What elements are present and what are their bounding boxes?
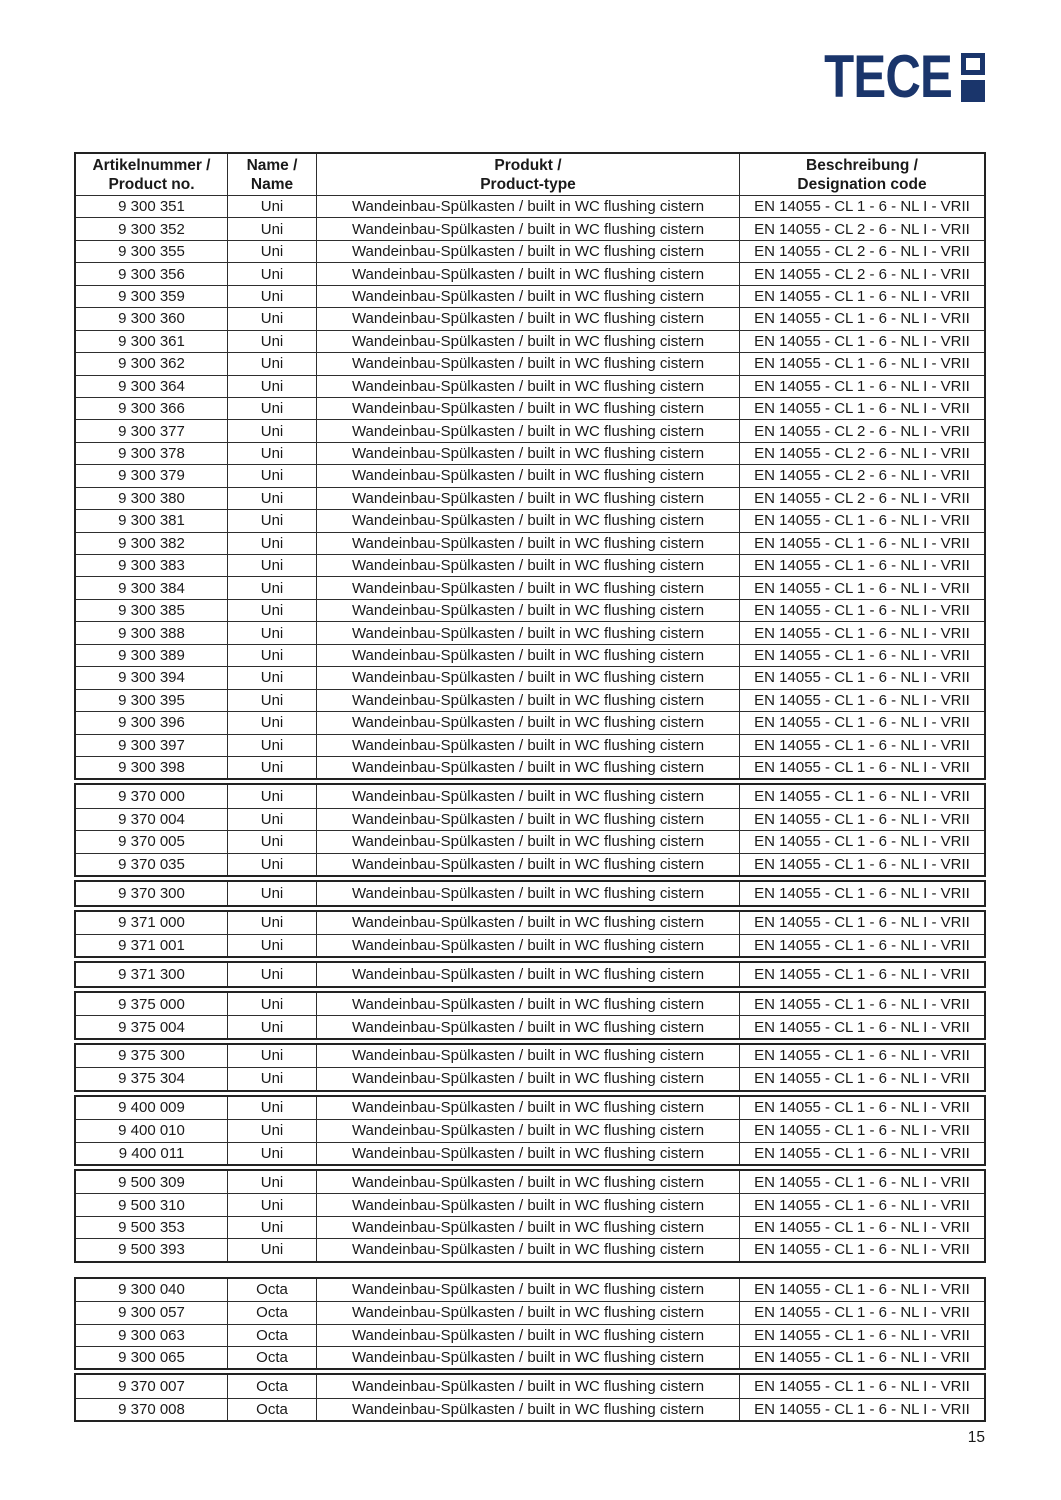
cell-designation-code: EN 14055 - CL 1 - 6 - NL I - VRII (739, 1068, 984, 1089)
table-row (76, 554, 984, 576)
table-row (76, 532, 984, 554)
table-row (76, 711, 984, 733)
header-line: Beschreibung / (806, 156, 918, 174)
table-row (76, 666, 984, 688)
cell-product-type: Wandeinbau-Spülkasten / built in WC flushing cistern (316, 1325, 739, 1346)
cell-designation-code: EN 14055 - CL 1 - 6 - NL I - VRII (739, 963, 984, 985)
cell-name: Uni (227, 757, 316, 778)
cell-designation-code: EN 14055 - CL 1 - 6 - NL I - VRII (739, 735, 984, 756)
header-line: Product no. (108, 175, 195, 193)
header-name (227, 154, 316, 195)
table-row (76, 599, 984, 621)
cell-product-type: Wandeinbau-Spülkasten / built in WC flushing cistern (316, 577, 739, 598)
cell-product-type: Wandeinbau-Spülkasten / built in WC flushing cistern (316, 1375, 739, 1397)
cell-designation-code: EN 14055 - CL 1 - 6 - NL I - VRII (739, 831, 984, 852)
table-row (76, 240, 984, 262)
table-row (76, 882, 984, 904)
table-row (76, 285, 984, 307)
table-row (76, 1398, 984, 1420)
cell-product-type: Wandeinbau-Spülkasten / built in WC flushing cistern (316, 443, 739, 464)
header-line: Name / (246, 156, 298, 174)
table-row (76, 419, 984, 441)
cell-product-no: 9 400 009 (118, 1099, 185, 1117)
logo-filled-square-icon (961, 80, 985, 102)
table-row (76, 1097, 984, 1119)
cell-product-no: 9 300 377 (118, 422, 185, 440)
table-sections (74, 783, 986, 1422)
table-row (76, 262, 984, 284)
cell-name: Uni (227, 196, 316, 217)
cell-product-no: 9 300 359 (118, 287, 185, 305)
cell-product-type: Wandeinbau-Spülkasten / built in WC flushing cistern (316, 218, 739, 239)
cell-designation-code: EN 14055 - CL 1 - 6 - NL I - VRII (739, 196, 984, 217)
cell-product-type: Wandeinbau-Spülkasten / built in WC flushing cistern (316, 735, 739, 756)
header-designation-code (739, 154, 984, 195)
table-section (74, 1043, 986, 1092)
table-row (76, 397, 984, 419)
cell-product-no: 9 300 385 (118, 602, 185, 620)
cell-product-type: Wandeinbau-Spülkasten / built in WC flushing cistern (316, 1143, 739, 1164)
cell-product-no: 9 300 397 (118, 736, 185, 754)
header-product-no (76, 154, 227, 195)
cell-designation-code: EN 14055 - CL 1 - 6 - NL I - VRII (739, 376, 984, 397)
cell-product-no: 9 300 394 (118, 669, 185, 687)
table-section (74, 961, 986, 987)
cell-product-type: Wandeinbau-Spülkasten / built in WC flushing cistern (316, 353, 739, 374)
cell-product-type: Wandeinbau-Spülkasten / built in WC flushing cistern (316, 331, 739, 352)
cell-product-no: 9 300 065 (118, 1349, 185, 1367)
cell-product-no: 9 370 000 (118, 788, 185, 806)
cell-designation-code: EN 14055 - CL 1 - 6 - NL I - VRII (739, 1239, 984, 1260)
table-row (76, 576, 984, 598)
cell-designation-code: EN 14055 - CL 1 - 6 - NL I - VRII (739, 1375, 984, 1397)
cell-product-no: 9 300 396 (118, 714, 185, 732)
cell-name: Uni (227, 1143, 316, 1164)
cell-name: Uni (227, 645, 316, 666)
table-section (74, 1095, 986, 1166)
cell-name: Octa (227, 1302, 316, 1323)
cell-designation-code: EN 14055 - CL 1 - 6 - NL I - VRII (739, 286, 984, 307)
cell-product-no: 9 370 007 (118, 1378, 185, 1396)
table-row (76, 963, 984, 985)
table-row (76, 1301, 984, 1323)
table-row (76, 375, 984, 397)
cell-designation-code: EN 14055 - CL 1 - 6 - NL I - VRII (739, 757, 984, 778)
table-row (76, 1015, 984, 1037)
cell-designation-code: EN 14055 - CL 1 - 6 - NL I - VRII (739, 353, 984, 374)
cell-product-type: Wandeinbau-Spülkasten / built in WC flushing cistern (316, 1097, 739, 1119)
cell-designation-code: EN 14055 - CL 1 - 6 - NL I - VRII (739, 712, 984, 733)
table-row (76, 330, 984, 352)
page-number: 15 (967, 1429, 985, 1446)
table-header-row (76, 154, 984, 195)
table-row (76, 785, 984, 807)
cell-designation-code: EN 14055 - CL 1 - 6 - NL I - VRII (739, 1120, 984, 1141)
cell-name: Octa (227, 1399, 316, 1420)
cell-product-type: Wandeinbau-Spülkasten / built in WC flushing cistern (316, 1239, 739, 1260)
cell-name: Uni (227, 1239, 316, 1260)
cell-product-no: 9 300 379 (118, 467, 185, 485)
cell-designation-code: EN 14055 - CL 2 - 6 - NL I - VRII (739, 241, 984, 262)
cell-product-no: 9 375 300 (118, 1047, 185, 1065)
cell-designation-code: EN 14055 - CL 1 - 6 - NL I - VRII (739, 600, 984, 621)
cell-name: Uni (227, 577, 316, 598)
cell-designation-code: EN 14055 - CL 1 - 6 - NL I - VRII (739, 1194, 984, 1215)
cell-name: Uni (227, 809, 316, 830)
table-row (76, 808, 984, 830)
cell-designation-code: EN 14055 - CL 1 - 6 - NL I - VRII (739, 1016, 984, 1037)
rows-group-a (76, 195, 984, 778)
logo-squares-icon (961, 52, 985, 102)
cell-product-no: 9 300 366 (118, 400, 185, 418)
cell-product-no: 9 300 063 (118, 1326, 185, 1344)
cell-product-no: 9 300 360 (118, 310, 185, 328)
table-row (76, 1216, 984, 1238)
cell-product-type: Wandeinbau-Spülkasten / built in WC flushing cistern (316, 785, 739, 807)
cell-name: Uni (227, 1097, 316, 1119)
cell-name: Octa (227, 1375, 316, 1397)
cell-designation-code: EN 14055 - CL 1 - 6 - NL I - VRII (739, 667, 984, 688)
cell-product-type: Wandeinbau-Spülkasten / built in WC flushing cistern (316, 882, 739, 904)
cell-product-no: 9 300 057 (118, 1304, 185, 1322)
cell-name: Uni (227, 690, 316, 711)
table-row (76, 1119, 984, 1141)
cell-product-type: Wandeinbau-Spülkasten / built in WC flushing cistern (316, 555, 739, 576)
cell-name: Uni (227, 912, 316, 934)
cell-product-no: 9 371 001 (118, 937, 185, 955)
cell-name: Uni (227, 600, 316, 621)
header-product-type (316, 154, 739, 195)
cell-product-type: Wandeinbau-Spülkasten / built in WC flushing cistern (316, 510, 739, 531)
cell-designation-code: EN 14055 - CL 1 - 6 - NL I - VRII (739, 935, 984, 956)
cell-product-no: 9 300 356 (118, 265, 185, 283)
cell-product-type: Wandeinbau-Spülkasten / built in WC flushing cistern (316, 241, 739, 262)
cell-product-no: 9 300 382 (118, 534, 185, 552)
cell-designation-code: EN 14055 - CL 1 - 6 - NL I - VRII (739, 1325, 984, 1346)
table-row (76, 352, 984, 374)
table-row (76, 1375, 984, 1397)
cell-product-no: 9 500 353 (118, 1219, 185, 1237)
cell-product-type: Wandeinbau-Spülkasten / built in WC flushing cistern (316, 1120, 739, 1141)
cell-designation-code: EN 14055 - CL 1 - 6 - NL I - VRII (739, 510, 984, 531)
cell-designation-code: EN 14055 - CL 1 - 6 - NL I - VRII (739, 555, 984, 576)
cell-product-type: Wandeinbau-Spülkasten / built in WC flushing cistern (316, 1016, 739, 1037)
cell-name: Uni (227, 218, 316, 239)
header-line: Produkt / (494, 156, 562, 174)
table-row (76, 912, 984, 934)
logo-hollow-square-icon (961, 53, 985, 75)
cell-name: Uni (227, 1194, 316, 1215)
cell-product-type: Wandeinbau-Spülkasten / built in WC flushing cistern (316, 1399, 739, 1420)
cell-designation-code: EN 14055 - CL 2 - 6 - NL I - VRII (739, 218, 984, 239)
table-row (76, 509, 984, 531)
cell-designation-code: EN 14055 - CL 1 - 6 - NL I - VRII (739, 533, 984, 554)
cell-product-no: 9 300 352 (118, 220, 185, 238)
cell-name: Uni (227, 353, 316, 374)
cell-product-type: Wandeinbau-Spülkasten / built in WC flushing cistern (316, 622, 739, 643)
cell-product-no: 9 370 005 (118, 833, 185, 851)
table-section (74, 991, 986, 1040)
cell-product-type: Wandeinbau-Spülkasten / built in WC flushing cistern (316, 690, 739, 711)
cell-designation-code: EN 14055 - CL 1 - 6 - NL I - VRII (739, 308, 984, 329)
cell-product-type: Wandeinbau-Spülkasten / built in WC flushing cistern (316, 912, 739, 934)
cell-designation-code: EN 14055 - CL 2 - 6 - NL I - VRII (739, 420, 984, 441)
header-line: Artikelnummer / (92, 156, 211, 174)
table-row (76, 487, 984, 509)
cell-product-no: 9 370 004 (118, 811, 185, 829)
cell-product-type: Wandeinbau-Spülkasten / built in WC flushing cistern (316, 757, 739, 778)
table-row (76, 217, 984, 239)
table-row (76, 1238, 984, 1260)
cell-designation-code: EN 14055 - CL 2 - 6 - NL I - VRII (739, 488, 984, 509)
cell-product-type: Wandeinbau-Spülkasten / built in WC flushing cistern (316, 465, 739, 486)
cell-product-no: 9 300 384 (118, 579, 185, 597)
cell-product-no: 9 300 351 (118, 198, 185, 216)
cell-product-no: 9 300 361 (118, 332, 185, 350)
cell-name: Uni (227, 376, 316, 397)
cell-designation-code: EN 14055 - CL 1 - 6 - NL I - VRII (739, 1347, 984, 1368)
cell-product-type: Wandeinbau-Spülkasten / built in WC flushing cistern (316, 667, 739, 688)
table-section (74, 910, 986, 959)
cell-designation-code: EN 14055 - CL 1 - 6 - NL I - VRII (739, 1097, 984, 1119)
cell-designation-code: EN 14055 - CL 1 - 6 - NL I - VRII (739, 854, 984, 875)
cell-name: Uni (227, 263, 316, 284)
cell-product-type: Wandeinbau-Spülkasten / built in WC flushing cistern (316, 963, 739, 985)
table-row (76, 734, 984, 756)
cell-product-type: Wandeinbau-Spülkasten / built in WC flushing cistern (316, 1194, 739, 1215)
cell-designation-code: EN 14055 - CL 1 - 6 - NL I - VRII (739, 1171, 984, 1193)
cell-name: Uni (227, 443, 316, 464)
cell-product-no: 9 375 004 (118, 1018, 185, 1036)
cell-designation-code: EN 14055 - CL 1 - 6 - NL I - VRII (739, 1217, 984, 1238)
cell-product-no: 9 300 040 (118, 1281, 185, 1299)
cell-designation-code: EN 14055 - CL 1 - 6 - NL I - VRII (739, 398, 984, 419)
table-row (76, 1067, 984, 1089)
cell-designation-code: EN 14055 - CL 1 - 6 - NL I - VRII (739, 882, 984, 904)
cell-name: Uni (227, 963, 316, 985)
cell-designation-code: EN 14055 - CL 1 - 6 - NL I - VRII (739, 1302, 984, 1323)
cell-name: Uni (227, 308, 316, 329)
cell-product-no: 9 370 035 (118, 855, 185, 873)
cell-product-type: Wandeinbau-Spülkasten / built in WC flushing cistern (316, 263, 739, 284)
tece-logo (796, 43, 985, 110)
cell-product-type: Wandeinbau-Spülkasten / built in WC flushing cistern (316, 1171, 739, 1193)
cell-product-type: Wandeinbau-Spülkasten / built in WC flushing cistern (316, 398, 739, 419)
table-row (76, 1324, 984, 1346)
cell-name: Uni (227, 555, 316, 576)
cell-name: Uni (227, 935, 316, 956)
cell-name: Uni (227, 1171, 316, 1193)
cell-product-no: 9 375 000 (118, 995, 185, 1013)
cell-name: Uni (227, 993, 316, 1015)
cell-product-type: Wandeinbau-Spülkasten / built in WC flushing cistern (316, 308, 739, 329)
cell-product-no: 9 500 310 (118, 1196, 185, 1214)
cell-product-no: 9 300 380 (118, 489, 185, 507)
cell-product-no: 9 370 008 (118, 1401, 185, 1419)
table-row (76, 1171, 984, 1193)
cell-name: Octa (227, 1347, 316, 1368)
cell-name: Uni (227, 398, 316, 419)
cell-name: Uni (227, 1217, 316, 1238)
table-row (76, 993, 984, 1015)
cell-product-no: 9 300 383 (118, 557, 185, 575)
cell-product-no: 9 375 304 (118, 1070, 185, 1088)
cell-name: Uni (227, 420, 316, 441)
cell-product-no: 9 500 393 (118, 1241, 185, 1259)
cell-name: Uni (227, 622, 316, 643)
cell-product-type: Wandeinbau-Spülkasten / built in WC flushing cistern (316, 286, 739, 307)
cell-product-no: 9 300 362 (118, 355, 185, 373)
cell-product-type: Wandeinbau-Spülkasten / built in WC flushing cistern (316, 488, 739, 509)
cell-product-no: 9 300 355 (118, 243, 185, 261)
table-section (74, 1169, 986, 1263)
cell-product-type: Wandeinbau-Spülkasten / built in WC flushing cistern (316, 993, 739, 1015)
cell-designation-code: EN 14055 - CL 1 - 6 - NL I - VRII (739, 622, 984, 643)
cell-product-no: 9 300 388 (118, 624, 185, 642)
cell-product-no: 9 370 300 (118, 884, 185, 902)
cell-product-type: Wandeinbau-Spülkasten / built in WC flushing cistern (316, 712, 739, 733)
cell-designation-code: EN 14055 - CL 1 - 6 - NL I - VRII (739, 1399, 984, 1420)
table-row (76, 1279, 984, 1301)
cell-product-type: Wandeinbau-Spülkasten / built in WC flushing cistern (316, 600, 739, 621)
cell-product-no: 9 371 000 (118, 914, 185, 932)
table-row (76, 442, 984, 464)
cell-designation-code: EN 14055 - CL 1 - 6 - NL I - VRII (739, 785, 984, 807)
cell-product-no: 9 300 395 (118, 691, 185, 709)
cell-product-type: Wandeinbau-Spülkasten / built in WC flushing cistern (316, 645, 739, 666)
cell-product-no: 9 300 381 (118, 512, 185, 530)
cell-name: Uni (227, 831, 316, 852)
table-row (76, 1193, 984, 1215)
cell-name: Uni (227, 241, 316, 262)
cell-name: Octa (227, 1279, 316, 1301)
table-section (74, 1277, 986, 1371)
cell-designation-code: EN 14055 - CL 1 - 6 - NL I - VRII (739, 645, 984, 666)
table-section (74, 1373, 986, 1422)
table-row (76, 756, 984, 778)
cell-product-type: Wandeinbau-Spülkasten / built in WC flushing cistern (316, 420, 739, 441)
cell-product-no: 9 300 398 (118, 759, 185, 777)
table-section (74, 880, 986, 906)
cell-name: Uni (227, 1120, 316, 1141)
cell-designation-code: EN 14055 - CL 1 - 6 - NL I - VRII (739, 993, 984, 1015)
cell-designation-code: EN 14055 - CL 1 - 6 - NL I - VRII (739, 690, 984, 711)
cell-product-type: Wandeinbau-Spülkasten / built in WC flushing cistern (316, 533, 739, 554)
cell-designation-code: EN 14055 - CL 1 - 6 - NL I - VRII (739, 809, 984, 830)
table-row (76, 644, 984, 666)
cell-name: Uni (227, 331, 316, 352)
cell-product-no: 9 400 011 (118, 1144, 185, 1162)
cell-name: Uni (227, 785, 316, 807)
table-row (76, 689, 984, 711)
cell-designation-code: EN 14055 - CL 2 - 6 - NL I - VRII (739, 465, 984, 486)
cell-name: Uni (227, 286, 316, 307)
table-section (74, 783, 986, 877)
table-row (76, 853, 984, 875)
cell-product-type: Wandeinbau-Spülkasten / built in WC flushing cistern (316, 1217, 739, 1238)
table-row (76, 830, 984, 852)
cell-product-no: 9 371 300 (118, 966, 185, 984)
cell-name: Uni (227, 510, 316, 531)
cell-product-type: Wandeinbau-Spülkasten / built in WC flushing cistern (316, 809, 739, 830)
cell-name: Uni (227, 735, 316, 756)
cell-name: Uni (227, 465, 316, 486)
cell-designation-code: EN 14055 - CL 2 - 6 - NL I - VRII (739, 443, 984, 464)
table-head-section (74, 152, 986, 780)
cell-product-no: 9 500 309 (118, 1173, 185, 1191)
cell-name: Uni (227, 533, 316, 554)
table-row (76, 1045, 984, 1067)
cell-designation-code: EN 14055 - CL 1 - 6 - NL I - VRII (739, 331, 984, 352)
logo-text: TECE (824, 43, 952, 110)
cell-product-no: 9 400 010 (118, 1122, 185, 1140)
cell-name: Uni (227, 667, 316, 688)
cell-product-type: Wandeinbau-Spülkasten / built in WC flushing cistern (316, 854, 739, 875)
cell-name: Uni (227, 1045, 316, 1067)
cell-designation-code: EN 14055 - CL 1 - 6 - NL I - VRII (739, 577, 984, 598)
table-row (76, 1142, 984, 1164)
cell-product-type: Wandeinbau-Spülkasten / built in WC flushing cistern (316, 1347, 739, 1368)
cell-name: Uni (227, 1016, 316, 1037)
cell-designation-code: EN 14055 - CL 1 - 6 - NL I - VRII (739, 1143, 984, 1164)
table-row (76, 934, 984, 956)
cell-product-type: Wandeinbau-Spülkasten / built in WC flushing cistern (316, 935, 739, 956)
table-row (76, 621, 984, 643)
cell-designation-code: EN 14055 - CL 2 - 6 - NL I - VRII (739, 263, 984, 284)
product-table (74, 152, 986, 1422)
cell-product-type: Wandeinbau-Spülkasten / built in WC flushing cistern (316, 1279, 739, 1301)
table-row (76, 195, 984, 217)
cell-product-no: 9 300 364 (118, 377, 185, 395)
cell-product-type: Wandeinbau-Spülkasten / built in WC flushing cistern (316, 196, 739, 217)
cell-name: Uni (227, 488, 316, 509)
table-row (76, 464, 984, 486)
cell-product-type: Wandeinbau-Spülkasten / built in WC flushing cistern (316, 376, 739, 397)
header-line: Name (250, 175, 294, 193)
cell-designation-code: EN 14055 - CL 1 - 6 - NL I - VRII (739, 912, 984, 934)
cell-designation-code: EN 14055 - CL 1 - 6 - NL I - VRII (739, 1045, 984, 1067)
cell-name: Uni (227, 712, 316, 733)
header-line: Designation code (797, 175, 927, 193)
cell-name: Uni (227, 1068, 316, 1089)
cell-name: Octa (227, 1325, 316, 1346)
cell-product-type: Wandeinbau-Spülkasten / built in WC flushing cistern (316, 1045, 739, 1067)
cell-product-type: Wandeinbau-Spülkasten / built in WC flushing cistern (316, 1068, 739, 1089)
table-row (76, 307, 984, 329)
cell-name: Uni (227, 854, 316, 875)
cell-product-no: 9 300 378 (118, 445, 185, 463)
table-row (76, 1346, 984, 1368)
cell-product-type: Wandeinbau-Spülkasten / built in WC flushing cistern (316, 831, 739, 852)
header-line: Product-type (480, 175, 576, 193)
cell-designation-code: EN 14055 - CL 1 - 6 - NL I - VRII (739, 1279, 984, 1301)
cell-product-type: Wandeinbau-Spülkasten / built in WC flushing cistern (316, 1302, 739, 1323)
cell-product-no: 9 300 389 (118, 646, 185, 664)
cell-name: Uni (227, 882, 316, 904)
